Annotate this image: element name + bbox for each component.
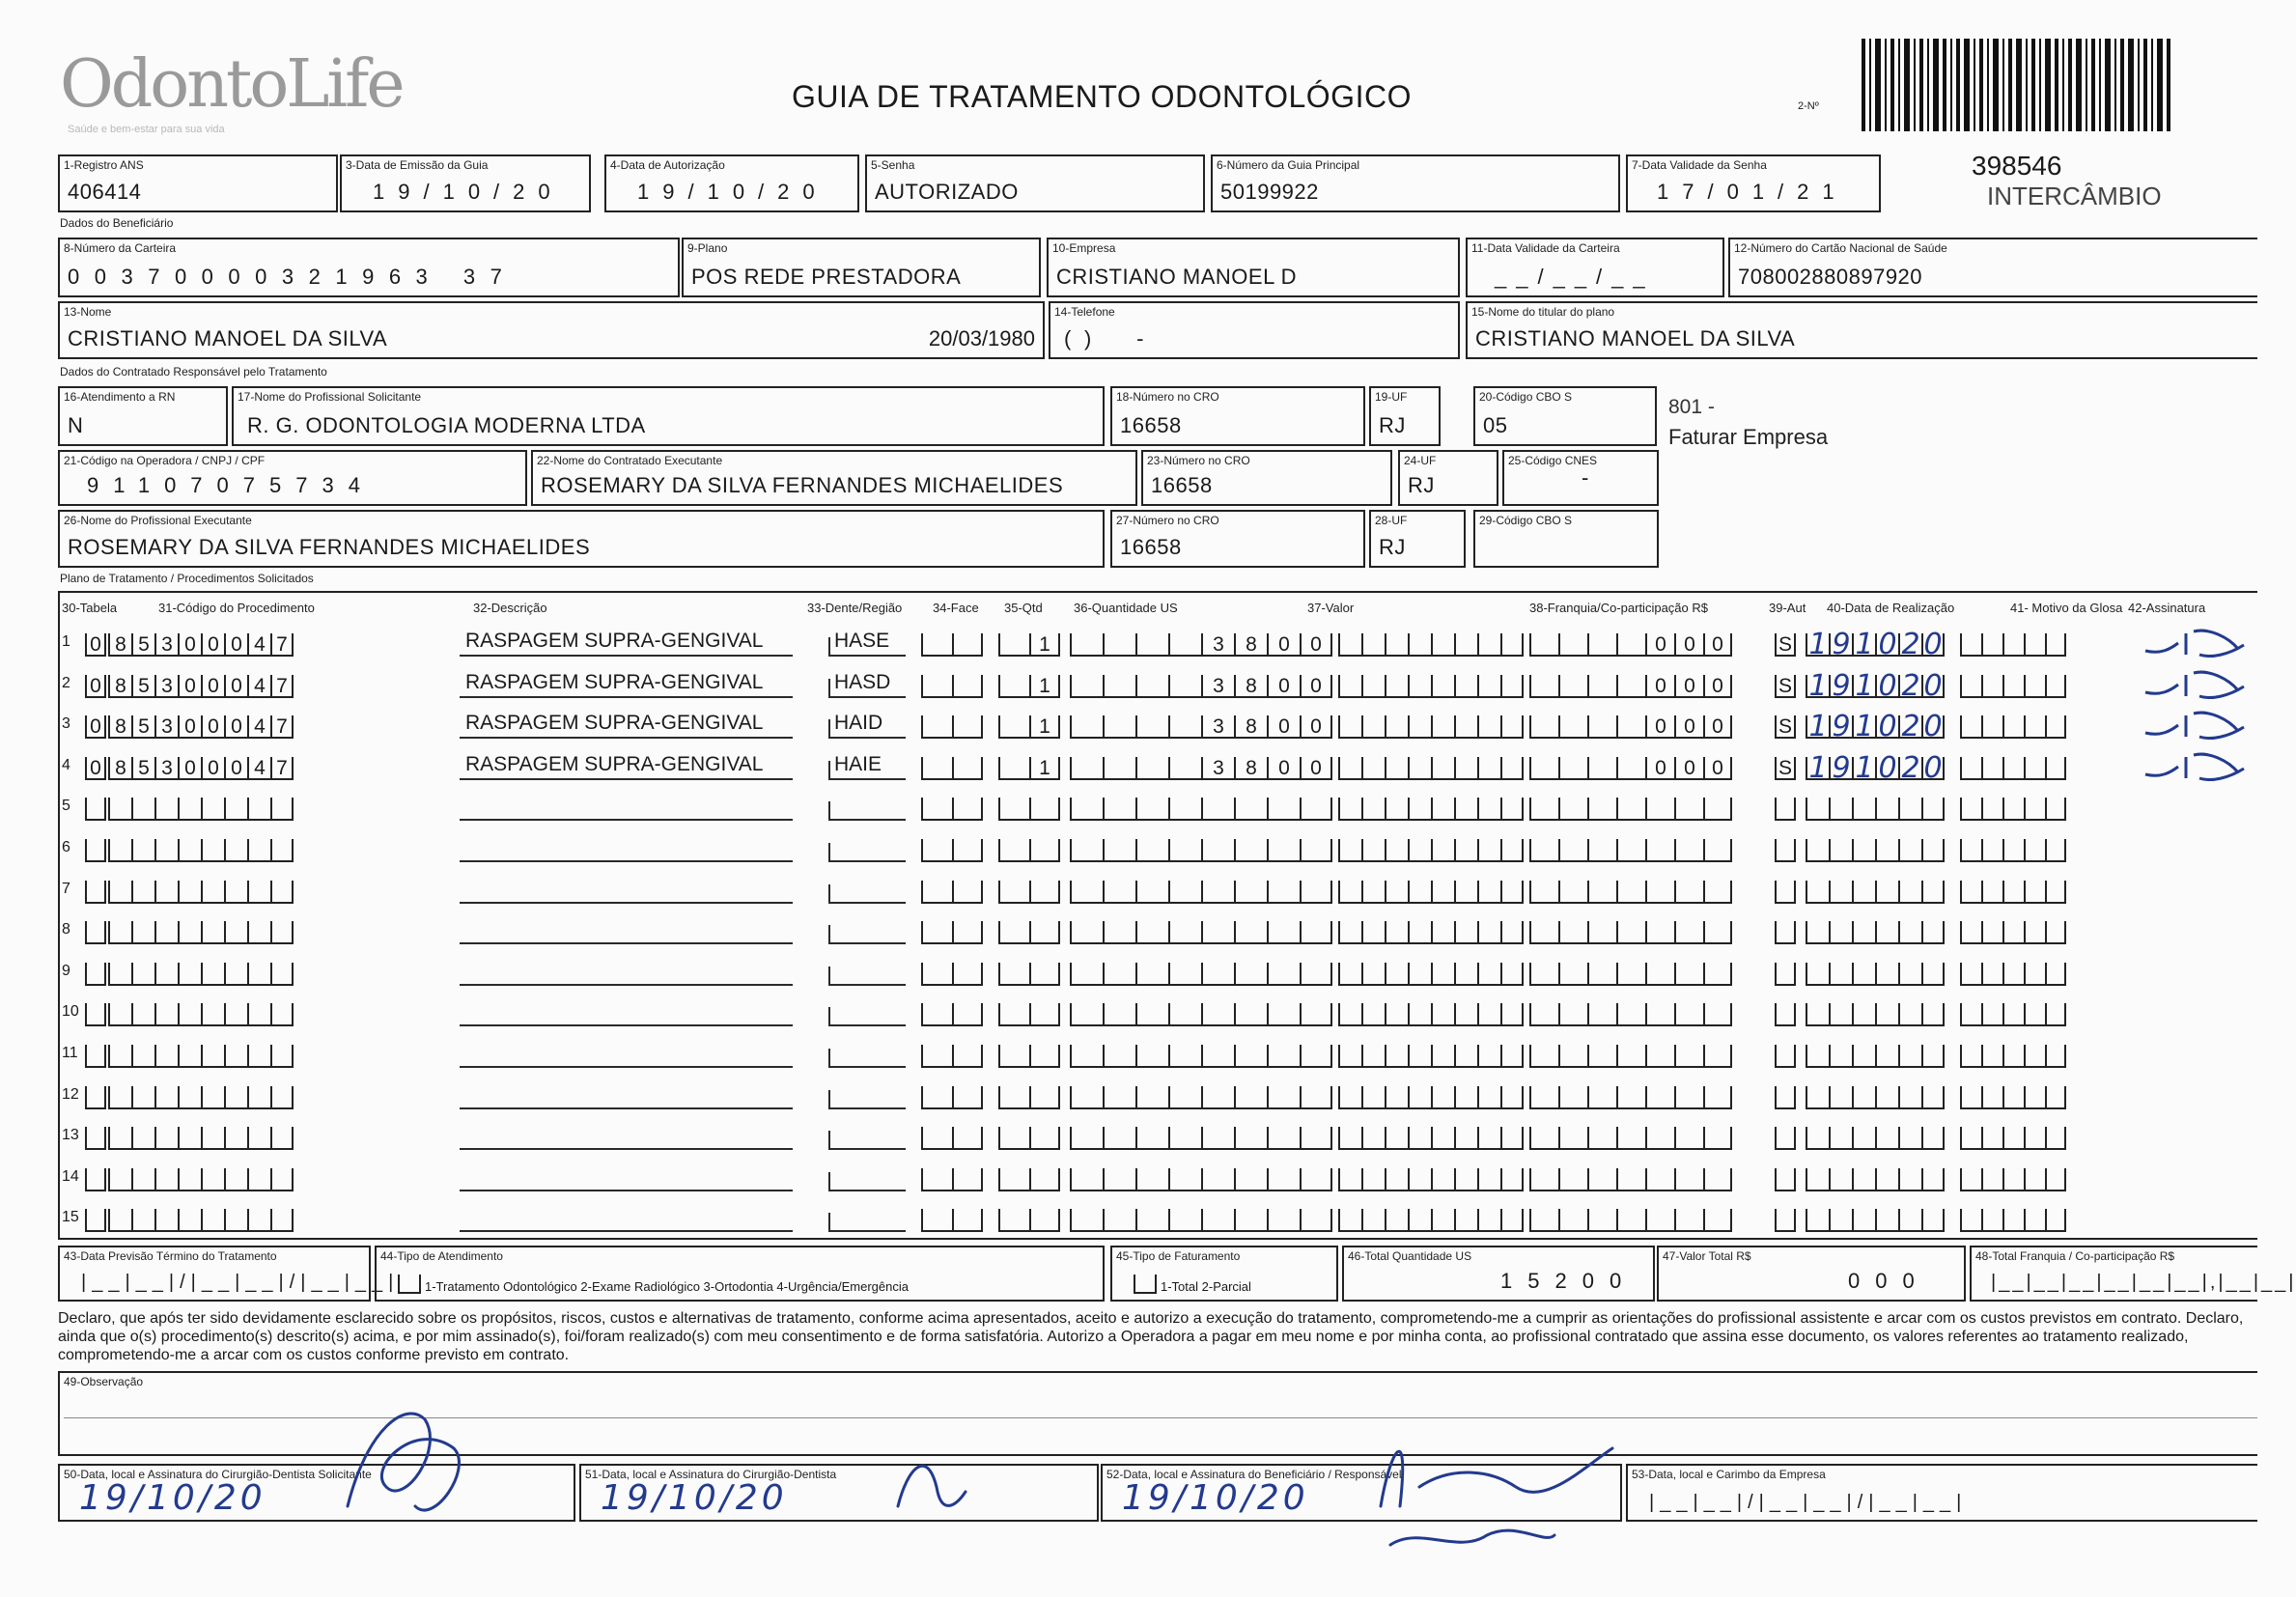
header-quantidade-us: 36-Quantidade US bbox=[1074, 601, 1178, 615]
digit-cell: 1 bbox=[1852, 757, 1875, 780]
digit-cell: 1 bbox=[1852, 675, 1875, 698]
label: 47-Valor Total R$ bbox=[1663, 1249, 1751, 1263]
total-franquia-boxes: |__|__|__|__|__|__|,|__|__| bbox=[1991, 1272, 2296, 1293]
digit-cell: 3 bbox=[1201, 757, 1234, 780]
digit-cell: 0 bbox=[1921, 675, 1945, 698]
digit-cell: 0 bbox=[1875, 675, 1898, 698]
digit-cell: 9 bbox=[1829, 675, 1852, 698]
digit-cell: 7 bbox=[270, 633, 294, 657]
cell-desc: RASPAGEM SUPRA-GENGIVAL bbox=[465, 670, 764, 693]
digit-cell: 9 bbox=[1829, 757, 1852, 780]
row-number: 13 bbox=[62, 1127, 79, 1144]
assinatura-solicitante-date: 19/10/20 bbox=[79, 1478, 266, 1518]
header-face: 34-Face bbox=[933, 601, 979, 615]
section-plano-tratamento: Plano de Tratamento / Procedimentos Solicitados bbox=[60, 572, 314, 585]
label: 15-Nome do titular do plano bbox=[1471, 305, 1615, 319]
tipo-atendimento-options: 1-Tratamento Odontológico 2-Exame Radiológico 3-Ortodontia 4-Urgência/Emergência bbox=[425, 1279, 909, 1294]
digit-cell: 0 bbox=[1300, 715, 1332, 739]
digit-cell: 1 bbox=[1806, 715, 1829, 739]
digit-cell: 0 bbox=[201, 633, 224, 657]
digit-cell: 8 bbox=[108, 675, 131, 698]
cell-region: HASD bbox=[834, 670, 891, 693]
label: 53-Data, local e Carimbo da Empresa bbox=[1632, 1468, 1826, 1481]
label: 7-Data Validade da Senha bbox=[1632, 158, 1767, 172]
label: 22-Nome do Contratado Executante bbox=[537, 454, 723, 467]
carimbo-empresa-boxes: |__|__|/|__|__|/|__|__| bbox=[1649, 1492, 1968, 1513]
digit-cell: 0 bbox=[1267, 757, 1300, 780]
digit-cell: 0 bbox=[1300, 757, 1332, 780]
digit-cell: 0 bbox=[178, 633, 201, 657]
page-title: GUIA DE TRATAMENTO ODONTOLÓGICO bbox=[792, 79, 1412, 114]
digit-cell: 9 bbox=[1829, 633, 1852, 657]
digit-cell: 8 bbox=[1234, 675, 1267, 698]
intercambio-label: INTERCÂMBIO bbox=[1987, 182, 2162, 210]
data-autorizacao-value: 19/10/20 bbox=[637, 180, 828, 204]
digit-cell: 0 bbox=[224, 715, 247, 739]
empresa-value: CRISTIANO MANOEL D bbox=[1056, 265, 1297, 289]
digit-cell: 8 bbox=[108, 633, 131, 657]
digit-cell: 0 bbox=[1267, 633, 1300, 657]
digit-cell: 0 bbox=[85, 715, 106, 739]
registro-ans-value: 406414 bbox=[68, 180, 142, 204]
numero-cro-18-value: 16658 bbox=[1120, 413, 1182, 437]
digit-cell: 0 bbox=[224, 633, 247, 657]
digit-cell: 3 bbox=[154, 675, 178, 698]
cbo-20-value: 05 bbox=[1483, 413, 1508, 437]
cell-region: HASE bbox=[834, 630, 890, 652]
digit-cell: 0 bbox=[1645, 675, 1674, 698]
digit-cell: 4 bbox=[247, 675, 270, 698]
label: 10-Empresa bbox=[1052, 241, 1116, 255]
digit-cell: 0 bbox=[1645, 715, 1674, 739]
row-number: 11 bbox=[62, 1045, 78, 1061]
digit-cell: 1 bbox=[1029, 715, 1060, 739]
billing-text: Faturar Empresa bbox=[1668, 425, 1829, 449]
digit-cell: 0 bbox=[1300, 633, 1332, 657]
digit-cell: 1 bbox=[1806, 675, 1829, 698]
label: 1-Registro ANS bbox=[64, 158, 144, 172]
digit-cell: 0 bbox=[1875, 715, 1898, 739]
label: 14-Telefone bbox=[1054, 305, 1115, 319]
numero-cro-27-value: 16658 bbox=[1120, 535, 1182, 559]
data-emissao-value: 19/10/20 bbox=[373, 180, 564, 204]
billing-code: 801 - bbox=[1668, 396, 1715, 418]
digit-cell: 0 bbox=[1674, 633, 1703, 657]
digit-cell: 0 bbox=[224, 675, 247, 698]
numero-carteira-value: 00370000321963 37 bbox=[68, 265, 518, 289]
label: 13-Nome bbox=[64, 305, 112, 319]
digit-cell: 0 bbox=[1703, 675, 1732, 698]
assinatura-dentista-date: 19/10/20 bbox=[601, 1478, 788, 1518]
digit-cell: 1 bbox=[1806, 633, 1829, 657]
numero-guia-principal-value: 50199922 bbox=[1220, 180, 1319, 204]
header-assinatura: 42-Assinatura bbox=[2128, 601, 2206, 615]
digit-cell: 3 bbox=[1201, 633, 1234, 657]
label: 3-Data de Emissão da Guia bbox=[346, 158, 489, 172]
digit-cell: 0 bbox=[201, 675, 224, 698]
row-number: 4 bbox=[62, 756, 70, 773]
digit-cell: 0 bbox=[1703, 757, 1732, 780]
header-franquia: 38-Franquia/Co-participação R$ bbox=[1529, 601, 1708, 615]
digit-cell: 8 bbox=[108, 715, 131, 739]
header-qtd: 35-Qtd bbox=[1004, 601, 1043, 615]
digit-cell: 5 bbox=[131, 757, 154, 780]
row-number: 8 bbox=[62, 921, 70, 939]
validade-carteira-value: __/__/__ bbox=[1495, 265, 1655, 289]
previsao-termino-boxes: |__|__|/|__|__|/|__|__| bbox=[81, 1272, 400, 1293]
digit-cell: 8 bbox=[108, 757, 131, 780]
digit-cell: 4 bbox=[247, 715, 270, 739]
digit-cell: 2 bbox=[1898, 675, 1921, 698]
digit-cell: 0 bbox=[1300, 675, 1332, 698]
section-beneficiario: Dados do Beneficiário bbox=[60, 216, 174, 230]
label: 8-Número da Carteira bbox=[64, 241, 177, 255]
digit-cell: 9 bbox=[1829, 715, 1852, 739]
numero-cro-23-value: 16658 bbox=[1151, 473, 1213, 497]
uf-28-value: RJ bbox=[1379, 535, 1406, 559]
label: 5-Senha bbox=[871, 158, 915, 172]
label: 9-Plano bbox=[687, 241, 728, 255]
label: 46-Total Quantidade US bbox=[1348, 1249, 1472, 1263]
digit-cell: 0 bbox=[1645, 757, 1674, 780]
row-number: 9 bbox=[62, 962, 70, 979]
plano-value: POS REDE PRESTADORA bbox=[691, 265, 962, 289]
profissional-executante-value: ROSEMARY DA SILVA FERNANDES MICHAELIDES bbox=[68, 535, 591, 559]
label: 16-Atendimento a RN bbox=[64, 390, 176, 404]
row-number: 5 bbox=[62, 798, 70, 815]
digit-cell: 3 bbox=[1201, 675, 1234, 698]
header-dente-regiao: 33-Dente/Região bbox=[807, 601, 903, 615]
header-descricao: 32-Descrição bbox=[473, 601, 547, 615]
digit-cell: 0 bbox=[201, 715, 224, 739]
label: 20-Código CBO S bbox=[1479, 390, 1573, 404]
label: 29-Código CBO S bbox=[1479, 514, 1573, 527]
digit-cell: 5 bbox=[131, 675, 154, 698]
digit-cell: 0 bbox=[224, 757, 247, 780]
digit-cell: S bbox=[1775, 715, 1796, 739]
label: 45-Tipo de Faturamento bbox=[1116, 1249, 1241, 1263]
digit-cell: 3 bbox=[154, 715, 178, 739]
label: 26-Nome do Profissional Executante bbox=[64, 514, 252, 527]
digit-cell: 4 bbox=[247, 757, 270, 780]
cartao-nacional-saude-value: 708002880897920 bbox=[1738, 265, 1923, 289]
row-number: 3 bbox=[62, 715, 70, 733]
header-aut: 39-Aut bbox=[1769, 601, 1806, 615]
digit-cell: 1 bbox=[1852, 633, 1875, 657]
label: 28-UF bbox=[1375, 514, 1408, 527]
digit-cell: 0 bbox=[178, 757, 201, 780]
label: 4-Data de Autorização bbox=[610, 158, 725, 172]
section-contratado: Dados do Contratado Responsável pelo Tratamento bbox=[60, 365, 327, 378]
atendimento-rn-value: N bbox=[68, 413, 84, 437]
digit-cell: 0 bbox=[1921, 757, 1945, 780]
label: 12-Número do Cartão Nacional de Saúde bbox=[1734, 241, 1947, 255]
label: 43-Data Previsão Término do Tratamento bbox=[64, 1249, 277, 1263]
row-number: 12 bbox=[62, 1085, 79, 1103]
row-number: 1 bbox=[62, 633, 70, 650]
digit-cell: 5 bbox=[131, 715, 154, 739]
label: 27-Número no CRO bbox=[1116, 514, 1219, 527]
signature-beneficiario bbox=[1381, 1448, 1612, 1545]
digit-cell: 0 bbox=[201, 757, 224, 780]
label: 49-Observação bbox=[64, 1375, 144, 1388]
digit-cell: 8 bbox=[1234, 633, 1267, 657]
contratado-executante-value: ROSEMARY DA SILVA FERNANDES MICHAELIDES bbox=[541, 473, 1064, 497]
digit-cell: 0 bbox=[1674, 675, 1703, 698]
label: 44-Tipo de Atendimento bbox=[380, 1249, 503, 1263]
cell-desc: RASPAGEM SUPRA-GENGIVAL bbox=[465, 630, 764, 652]
digit-cell: S bbox=[1775, 675, 1796, 698]
digit-cell: 0 bbox=[85, 757, 106, 780]
digit-cell: 7 bbox=[270, 715, 294, 739]
digit-cell: 8 bbox=[1234, 757, 1267, 780]
label: 48-Total Franquia / Co-participação R$ bbox=[1975, 1249, 2175, 1263]
digit-cell: 1 bbox=[1029, 633, 1060, 657]
telefone-value: ( ) - bbox=[1064, 326, 1144, 350]
logo-tagline: Saúde e bem-estar para sua vida bbox=[68, 124, 225, 135]
digit-cell: 3 bbox=[1201, 715, 1234, 739]
digit-cell: 4 bbox=[247, 633, 270, 657]
nome-value: CRISTIANO MANOEL DA SILVA bbox=[68, 326, 388, 350]
row-number: 14 bbox=[62, 1167, 79, 1185]
guide-number: 398546 bbox=[1972, 151, 2062, 181]
label: 18-Número no CRO bbox=[1116, 390, 1219, 404]
header-data-realizacao: 40-Data de Realização bbox=[1827, 601, 1955, 615]
digit-cell: 0 bbox=[1921, 633, 1945, 657]
digit-cell: 5 bbox=[131, 633, 154, 657]
digit-cell: 2 bbox=[1898, 715, 1921, 739]
header-codigo: 31-Código do Procedimento bbox=[158, 601, 315, 615]
digit-cell: 7 bbox=[270, 757, 294, 780]
digit-cell: 0 bbox=[178, 675, 201, 698]
digit-cell: 0 bbox=[1875, 633, 1898, 657]
digit-cell: 0 bbox=[85, 633, 106, 657]
cell-region: HAID bbox=[834, 712, 883, 735]
tipo-faturamento-options: 1-Total 2-Parcial bbox=[1161, 1279, 1251, 1294]
digit-cell: 0 bbox=[1703, 633, 1732, 657]
label: 23-Número no CRO bbox=[1147, 454, 1250, 467]
valor-total-value: 000 bbox=[1848, 1269, 1930, 1293]
uf-19-value: RJ bbox=[1379, 413, 1406, 437]
signature-solicitante bbox=[348, 1414, 459, 1510]
digit-cell: 0 bbox=[1267, 675, 1300, 698]
row-number: 10 bbox=[62, 1003, 79, 1021]
digit-cell: 0 bbox=[178, 715, 201, 739]
codigo-operadora-value: 91107075734 bbox=[87, 473, 375, 497]
header-valor: 37-Valor bbox=[1307, 601, 1355, 615]
digit-cell: S bbox=[1775, 757, 1796, 780]
label: 11-Data Validade da Carteira bbox=[1471, 241, 1620, 255]
label: 21-Código na Operadora / CNPJ / CPF bbox=[64, 454, 266, 467]
label: 6-Número da Guia Principal bbox=[1217, 158, 1360, 172]
row-number: 2 bbox=[62, 674, 70, 691]
digit-cell: 0 bbox=[1674, 757, 1703, 780]
label: 19-UF bbox=[1375, 390, 1408, 404]
titular-plano-value: CRISTIANO MANOEL DA SILVA bbox=[1475, 326, 1796, 350]
digit-cell: 3 bbox=[154, 633, 178, 657]
row-number: 15 bbox=[62, 1209, 79, 1226]
digit-cell: 3 bbox=[154, 757, 178, 780]
digit-cell: 8 bbox=[1234, 715, 1267, 739]
label: 24-UF bbox=[1404, 454, 1437, 467]
declaration-text: Declaro, que após ter sido devidamente esclarecido sobre os propósitos, riscos, custos e alternativas de tratamento, conforme acima apresentados, aceito e autorizo a execução do tratamento, comprometendo-me a cumprir as orientações do profissional assistente e arcar com os custos previstos em contrato. Declaro, ainda que o(s) procedimento(s) descrito(s) acima, e por mim assinado(s), foi/foram realizado(s) com meu consentimento e de forma satisfatória. Autorizo a Operadora a pagar em meu nome e por minha conta, ao profissional contratado que assina esse documento, os valores referentes ao tratamento realizado, comprometendo-me a arcar com os custos conforme previsto em contrato. bbox=[58, 1310, 2244, 1363]
assinatura-beneficiario-date: 19/10/20 bbox=[1122, 1478, 1309, 1518]
digit-cell: 1 bbox=[1029, 675, 1060, 698]
label: 50-Data, local e Assinatura do Cirurgião-Dentista Solicitante bbox=[64, 1468, 372, 1481]
label: 51-Data, local e Assinatura do Cirurgião-Dentista bbox=[585, 1468, 837, 1481]
digit-cell: 1 bbox=[1029, 757, 1060, 780]
label: 17-Nome do Profissional Solicitante bbox=[238, 390, 422, 404]
label: 25-Código CNES bbox=[1508, 454, 1598, 467]
cell-desc: RASPAGEM SUPRA-GENGIVAL bbox=[465, 712, 764, 735]
digit-cell: 2 bbox=[1898, 633, 1921, 657]
digit-cell: 0 bbox=[1875, 757, 1898, 780]
validade-senha-value: 17/01/21 bbox=[1657, 180, 1848, 204]
digit-cell: 0 bbox=[1267, 715, 1300, 739]
signature-dentista bbox=[898, 1466, 966, 1506]
uf-24-value: RJ bbox=[1408, 473, 1435, 497]
digit-cell: 0 bbox=[1674, 715, 1703, 739]
row-number: 6 bbox=[62, 839, 70, 855]
digit-cell: 0 bbox=[1703, 715, 1732, 739]
digit-cell: 2 bbox=[1898, 757, 1921, 780]
header-tabela: 30-Tabela bbox=[62, 601, 118, 615]
digit-cell: 0 bbox=[1921, 715, 1945, 739]
digit-cell: 0 bbox=[85, 675, 106, 698]
senha-value: AUTORIZADO bbox=[875, 180, 1019, 204]
digit-cell: 1 bbox=[1806, 757, 1829, 780]
cnes-value: - bbox=[1582, 465, 1589, 490]
cell-desc: RASPAGEM SUPRA-GENGIVAL bbox=[465, 752, 764, 775]
cell-region: HAIE bbox=[834, 752, 882, 775]
label: 52-Data, local e Assinatura do Beneficiário / Responsável bbox=[1106, 1468, 1402, 1481]
total-quantidade-us-value: 15200 bbox=[1500, 1269, 1638, 1293]
row-number: 7 bbox=[62, 880, 70, 897]
data-nascimento: 20/03/1980 bbox=[928, 326, 1035, 350]
header-motivo-glosa: 41- Motivo da Glosa bbox=[2010, 601, 2123, 615]
profissional-solicitante-value: R. G. ODONTOLOGIA MODERNA LTDA bbox=[247, 413, 646, 437]
field-2-label: 2-Nº bbox=[1798, 100, 1819, 112]
digit-cell: 7 bbox=[270, 675, 294, 698]
digit-cell: S bbox=[1775, 633, 1796, 657]
digit-cell: 1 bbox=[1852, 715, 1875, 739]
logo-text: OdontoLife bbox=[60, 46, 403, 123]
digit-cell: 0 bbox=[1645, 633, 1674, 657]
